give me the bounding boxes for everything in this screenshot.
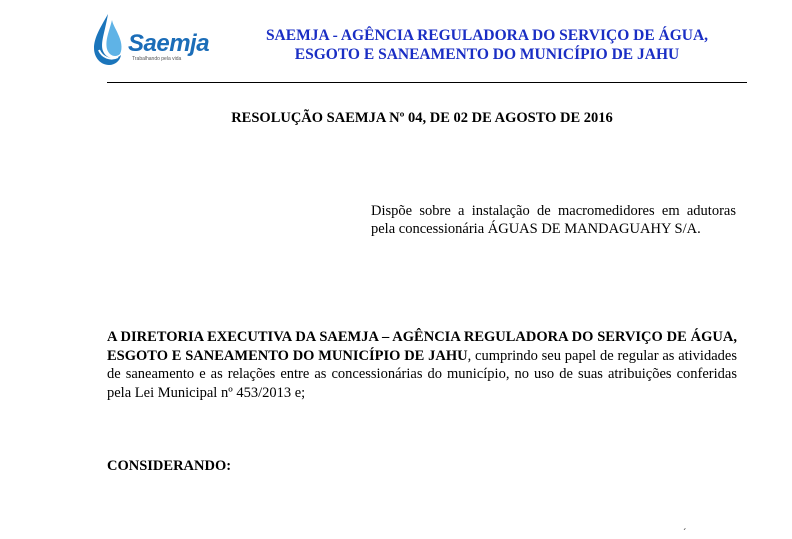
logo-wordmark: Saemja <box>128 30 210 57</box>
page-mark: ´ <box>683 528 687 539</box>
considering-heading: CONSIDERANDO: <box>107 458 232 474</box>
header-title <box>222 26 752 64</box>
header-divider <box>107 82 747 83</box>
saemja-logo <box>90 10 220 68</box>
preamble-body-text: , cumprindo seu papel de regular as atividades de saneamento e as relações entre as concessionárias do município, no uso de suas atribuições conferidas pela Lei Municipal nº 453/2013 e; <box>107 347 737 401</box>
ementa-paragraph: Dispõe sobre a instalação de macromedidores em adutoras pela concessionária ÁGUAS DE MANDAGUAHY S/A. <box>371 203 736 237</box>
preamble-bold-text: A DIRETORIA EXECUTIVA DA SAEMJA – AGÊNCIA REGULADORA DO SERVIÇO DE ÁGUA, ESGOTO E SANEAMENTO DO MUNICÍPIO DE JAHU <box>107 329 737 364</box>
header-title-line2: ESGOTO E SANEAMENTO DO MUNICÍPIO DE JAHU <box>294 46 680 63</box>
logo-tagline: Trabalhando pela vida <box>132 56 182 62</box>
resolution-title: RESOLUÇÃO SAEMJA Nº 04, DE 02 DE AGOSTO DE 2016 <box>231 110 613 126</box>
header-title-line1: SAEMJA - AGÊNCIA REGULADORA DO SERVIÇO DE ÁGUA, <box>265 27 709 44</box>
preamble-paragraph <box>107 328 737 402</box>
